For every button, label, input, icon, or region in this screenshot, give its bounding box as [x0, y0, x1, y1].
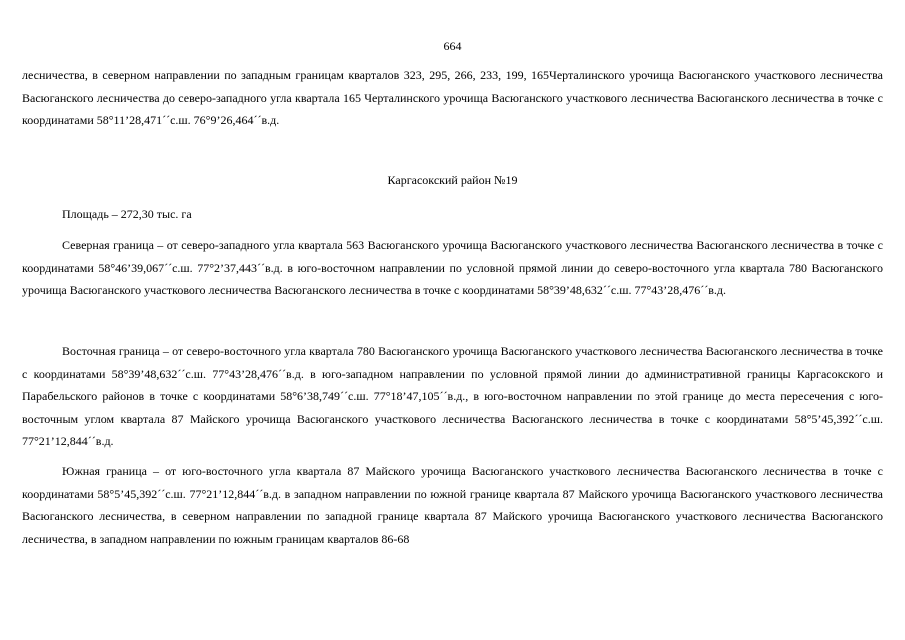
- section-title: Каргасокский район №19: [387, 173, 518, 187]
- page-number: 664: [443, 39, 462, 53]
- east-border-paragraph: Восточная граница – от северо-восточного угла квартала 780 Васюганского урочища Васюганского участкового лесничества Васюганского лесничества в точке с координатами 58°39’48,632´´с.ш. 77°43’28,476´´в.д. в юго-западном направлении по условной прямой линии до административной границы Каргасокского и Парабельского районов в точке с координатами 58°6’38,749´´с.ш. 77°18’47,105´´в.д., в юго-восточном направлении по этой границе до места пересечения с юго-восточным углом квартала 87 Майского урочища Васюганского участкового лесничества Васюганского лесничества в точке с координатами 58°5’45,392´´с.ш. 77°21’12,844´´в.д.: [22, 344, 883, 448]
- north-border-paragraph: Северная граница – от северо-западного угла квартала 563 Васюганского урочища Васюганского участкового лесничества Васюганского лесничества в точке с координатами 58°46’39,067´´с.ш. 77°2’37,443´´в.д. в юго-восточном направлении по условной прямой линии до северо-восточного угла квартала 780 Васюганского урочища Васюганского участкового лесничества Васюганского лесничества в точке с координатами 58°39’48,632´´с.ш. 77°43’28,476´´в.д.: [22, 238, 883, 297]
- continuation-paragraph: лесничества, в северном направлении по западным границам кварталов 323, 295, 266, 233, 199, 165Черталинского урочища Васюганского участкового лесничества Васюганского лесничества до северо-западного угла квартала 165 Черталинского урочища Васюганского участкового лесничества Васюганского лесничества в точке с координатами 58°11’28,471´´с.ш. 76°9’26,464´´в.д.: [22, 68, 883, 127]
- south-border-paragraph: Южная граница – от юго-восточного угла квартала 87 Майского урочища Васюганского участкового лесничества Васюганского лесничества в точке с координатами 58°5’45,392´´с.ш. 77°21’12,844´´в.д. в западном направлении по южной границе квартала 87 Майского урочища Васюганского участкового лесничества Васюганского лесничества, в северном направлении по западной границе квартала 87 Майского урочища Васюганского участкового лесничества Васюганского лесничества, в западном направлении по южным границам кварталов 86-68: [22, 464, 883, 546]
- area-line: Площадь – 272,30 тыс. га: [62, 207, 192, 221]
